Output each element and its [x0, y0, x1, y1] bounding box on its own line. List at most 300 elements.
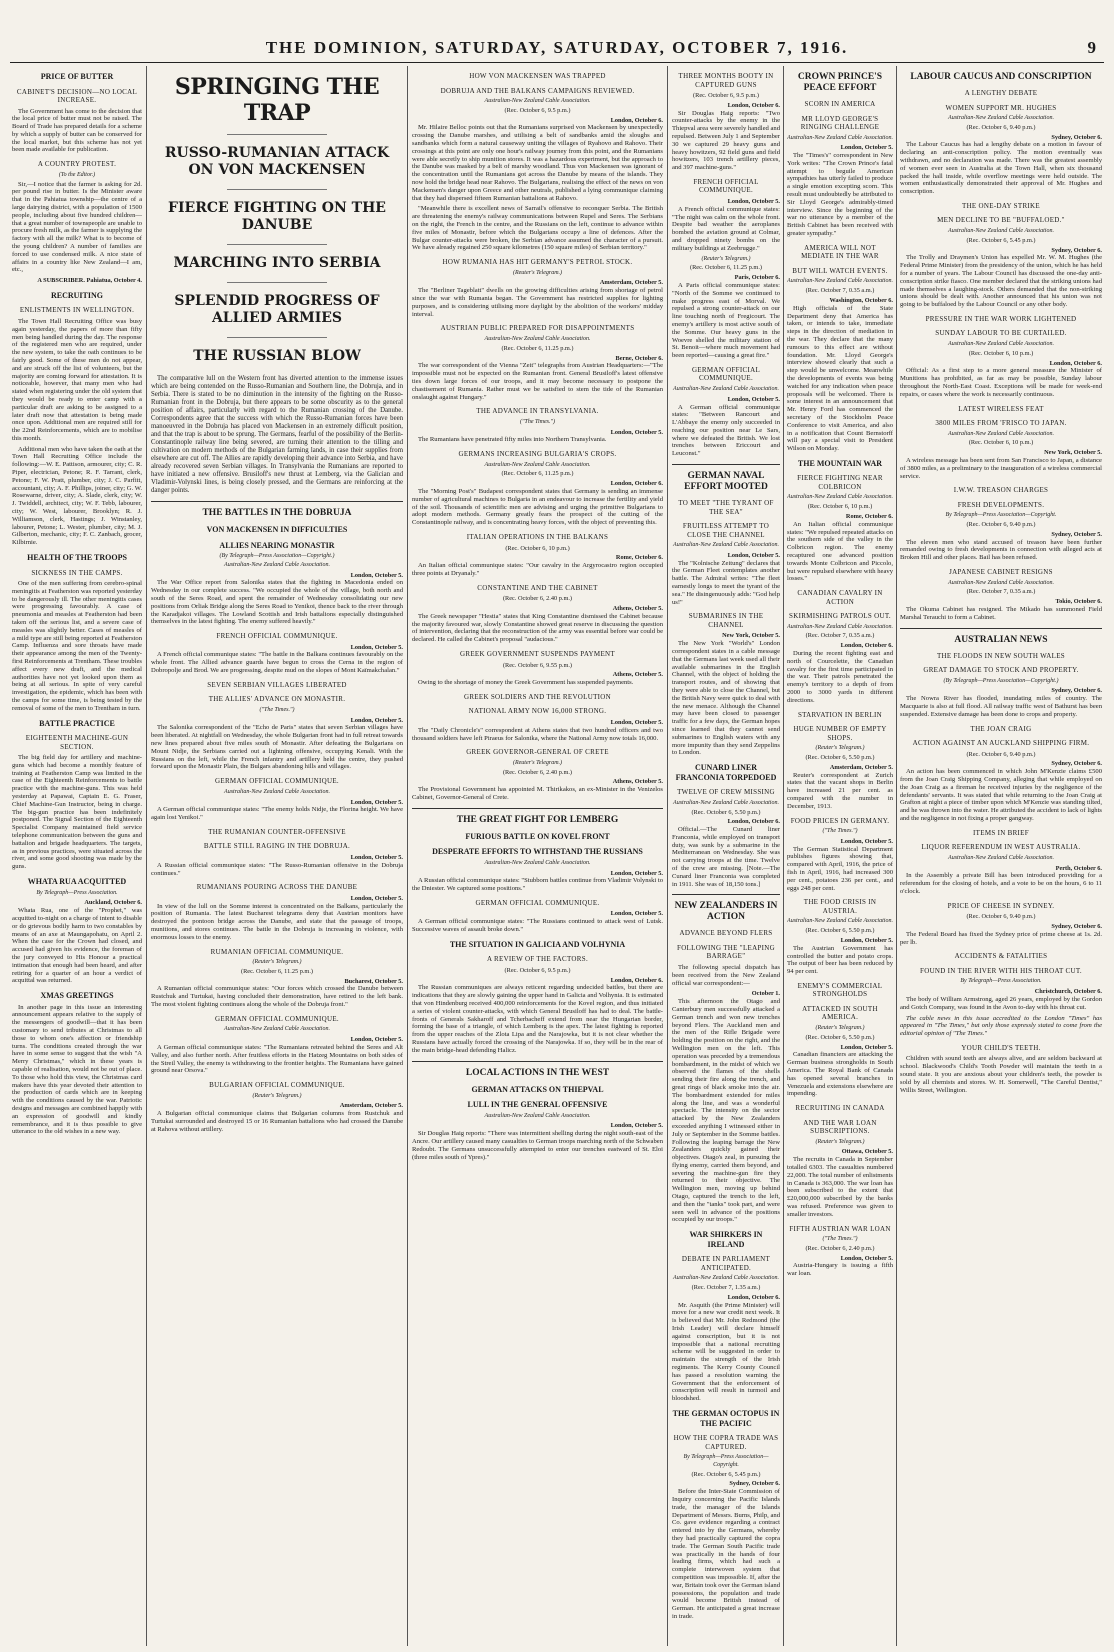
dateline: London, October 5. — [610, 1122, 663, 1130]
dateline: London, October 6. — [1049, 359, 1102, 367]
article-body: Mr. Asquith (the Prime Minister) will move for a new war credit next week. It is believed that Mr. John Redmond (the Irish Leader) will declare himself against conscription, but it is not impossible that a national recruiting scheme will be suggested in order to maintain the strength of the Irish regiments. The Kerry County Council has passed a resolution warning the Government that the enforcement of conscription will result in turmoil and bloodshed. — [672, 1301, 780, 1403]
dateline: Paris, October 6. — [734, 274, 780, 282]
subheadline: LIQUOR REFERENDUM IN WEST AUSTRALIA. — [921, 843, 1081, 852]
article-body: An Italian official communique states: "We repulsed repeated attacks on the southern side of the valley in the Colbricon region. The enemy recaptured one advanced position towards Monte Colbricon and Piccolo, but were repulsed elsewhere with heavy losses." — [787, 520, 893, 583]
headline: WHATA RUA ACQUITTED — [27, 877, 127, 887]
subheadline: VON MACKENSEN IN DIFFICULTIES — [206, 525, 348, 534]
headline: RECRUITING — [50, 290, 103, 300]
headline: GERMAN OFFICIAL COMMUNIQUE. — [475, 898, 600, 907]
article-body: One of the men suffering from cerebro-spinal meningitis at Featherston was reported yesterday to be dangerously ill. The other meningitis cases were progressing favourably. A case of pneumonia and measles at Featherston had been taken off the serious list, and a severe case of measles was slightly better. Cases of measles of a mild type are still being reported at Featherston Camp. Influenza and sore throats have made their appearance among the men of the Twenty-first Reinforcements at Trentham. These troubles affect every new draft, and the medical authorities have not yet looked upon them as being at all serious. In spite of very careful investigation, the epidemic, which has been with the camps for some time, is being tested by the removal of some of the men to Trentham in turn. — [12, 580, 142, 712]
received-time: (Rec. October 7, 1.35 a.m.) — [691, 1284, 761, 1292]
dateline: Perth, October 6. — [1055, 864, 1102, 872]
dateline: Sydney, October 5. — [1051, 530, 1102, 538]
article-body: The Trolly and Draymen's Union has expelled Mr. W. M. Hughes (the Federal Prime Minister) from the presidency of the union, which he has held for a number of years. The Labour Council has discussed the one-day anti-conscription strike fiasco. One member declared that the striking unions had made themselves a laughing-stock. Others demanded that the non-striking unions should be dealt with. Another announced that his union was not going to be buffaloed by the Labour Council or any other body. — [900, 254, 1102, 309]
dateline: London, October 5. — [350, 643, 403, 651]
dateline: Amsterdam, October 5. — [599, 279, 663, 287]
headline: PRICE OF BUTTER — [40, 72, 114, 81]
masthead-title: THE DOMINION, SATURDAY, SATURDAY, OCTOBER 7, 1916. — [265, 38, 849, 57]
dateline: Athens, October 5. — [612, 778, 663, 786]
subheadline: TWELVE OF CREW MISSING — [677, 788, 775, 797]
dateline: Athens, October 5. — [612, 605, 663, 613]
headline: THE ADVANCE IN TRANSYLVANIA. — [476, 407, 599, 416]
source-line: (Reuter's Telegram.) — [815, 1024, 865, 1031]
cable-association: Australian-New Zealand Cable Association. — [484, 98, 591, 104]
dateline: London, October 5. — [350, 571, 403, 579]
headline: ITALIAN OPERATIONS IN THE BALKANS — [466, 533, 609, 542]
lead-deck: MARCHING INTO SERBIA — [173, 255, 381, 271]
headline: PRICE OF CHEESE IN SYDNEY. — [947, 901, 1055, 910]
dateline: Sydney, October 6. — [1051, 246, 1102, 254]
article-body: A German official communique states: "The enemy holds Nidje, the Florina height. We have again lost Yenikoi." — [151, 806, 403, 822]
headline: THREE MONTHS BOOTY IN CAPTURED GUNS — [678, 72, 774, 89]
article-body: A Rumanian official communique states: "Our forces which crossed the Danube between Rustchuk and Turtukai, having concluded their demonstration, have retired to the left bank. The most violent fighting continues along the whole of the Dobruja front." — [151, 985, 403, 1009]
received-time: (Rec. October 6, 10 p.m.) — [807, 503, 873, 511]
headline: THE JOAN CRAIG — [970, 724, 1032, 733]
dateline: London, October 5. — [610, 869, 663, 877]
subheadline: A REVIEW OF THE FACTORS. — [487, 955, 588, 964]
dateline: Sydney, October 6. — [1051, 133, 1102, 141]
dateline: Bucharest, October 5. — [344, 977, 403, 985]
received-time: (Rec. October 7, 0.35 a.m.) — [805, 632, 875, 640]
headline: ACCIDENTS & FATALITIES — [954, 952, 1048, 961]
received-time: (Rec. October 6, 11.25 p.m.) — [690, 264, 762, 272]
received-time: (Rec. October 6, 9.5 p.m.) — [504, 966, 571, 974]
headline: GERMAN NAVAL EFFORT MOOTED — [684, 471, 768, 493]
received-time: (Rec. October 6, 5.50 p.m.) — [691, 808, 761, 816]
article-body: A Russian official communique states: "The Russo-Rumanian offensive in the Dobruja continues." — [151, 861, 403, 877]
article-body: A German official communique states: "The Russians continued to attack west of Lutsk. Successive waves of assault broke down." — [412, 918, 663, 934]
subheadline: MEN DECLINE TO BE "BUFFALOED." — [937, 216, 1065, 225]
subheadline: GREAT DAMAGE TO STOCK AND PROPERTY. — [923, 666, 1079, 675]
headline: RUMANIAN OFFICIAL COMMUNIQUE. — [210, 947, 344, 956]
cable-association: Australian-New Zealand Cable Association. — [484, 335, 591, 342]
cable-association: Australian-New Zealand Cable Association. — [224, 788, 330, 795]
received-time: (Rec. October 6, 2.40 p.m.) — [502, 768, 573, 776]
subheadline: HOW THE COPRA TRADE WAS CAPTURED. — [673, 1434, 779, 1451]
headline: FIFTH AUSTRIAN WAR LOAN — [789, 1224, 891, 1233]
headline: XMAS GREETINGS — [40, 991, 114, 1001]
headline: THE RUMANIAN COUNTER-OFFENSIVE — [208, 827, 346, 836]
source-line: ("The Times.") — [822, 828, 858, 834]
column-4 — [672, 66, 780, 1646]
subheadline: SKIRMISHING PATROLS OUT. — [789, 612, 891, 621]
subheadline: TO MEET "THE TYRANT OF THE SEA" — [678, 499, 774, 516]
received-time: (Rec. October 6, 9.40 p.m.) — [966, 750, 1036, 758]
received-time: (Rec. October 6, 5.45 p.m.) — [966, 236, 1036, 244]
headline: BULGARIAN OFFICIAL COMMUNIQUE. — [209, 1081, 345, 1090]
article-body: Sir Douglas Haig reports: "There was intermittent shelling during the night south-east of the Ancre. Our artillery caused many casualties to German troops marching north of the Schwaben Redoubt. The Germans unsuccessfully attempted to enter our trenches eastward of St. Eloi (three miles south of Ypres)." — [412, 1130, 663, 1161]
article-body: The Okuma Cabinet has resigned. The Mikado has summoned Field Marshal Terauchi to form a Cabinet. — [900, 605, 1102, 621]
headline: A COUNTRY PROTEST. — [37, 160, 117, 169]
subheadline: AND THE WAR LOAN SUBSCRIPTIONS. — [803, 1118, 877, 1136]
lead-deck: SPLENDID PROGRESS OF ALLIED ARMIES — [174, 293, 380, 326]
column-divider — [407, 66, 408, 1646]
headline: WAR SHIRKERS IN IRELAND — [689, 1230, 763, 1249]
headline: ITEMS IN BRIEF — [973, 828, 1029, 837]
masthead-rule — [10, 62, 1104, 63]
cable-association: Australian-New Zealand Cable Association. — [224, 1026, 330, 1033]
dateline: London, October 5. — [727, 395, 780, 403]
subheadline: DESPERATE EFFORTS TO WITHSTAND THE RUSSIANS — [432, 847, 643, 857]
article-body: The Nowra River has flooded, inundating miles of country. The Macquarie is also at full flood. All railway traffic west of Bathurst has been suspended. Extensive damage has been done to crops and property. — [900, 695, 1102, 718]
article-body: Children with sound teeth are always alive, and are seldom backward at school. Blackwood's Child's Tooth Powder will maintain the teeth in a sound state. It you are anxious about your children's teeth, the powder is sold by all chemists and stores. W. H. Somerwell, "The Careful Dentist," Willis Street, Wellington. — [900, 1055, 1102, 1094]
column-divider — [146, 66, 147, 1646]
dateline: London, October 6. — [610, 976, 663, 984]
dateline: Sydney, October 6. — [1051, 687, 1102, 695]
source-line: (Reuter's Telegram.) — [512, 759, 563, 766]
headline: SUBMARINES IN THE CHANNEL — [688, 612, 764, 629]
page-number: 9 — [1087, 38, 1098, 57]
dateline: Amsterdam, October 5. — [339, 1102, 403, 1110]
article-body: A German official communique states: "Between Rancourt and L'Abbaye the enemy only succeeded in reaching our position near Le Sars, where we defeated the British. We lost trenches between Ericcourt and Leuconst." — [672, 403, 780, 458]
headline: GERMAN OFFICIAL COMMUNIQUE. — [691, 365, 761, 383]
subheadline: NATIONAL ARMY NOW 16,000 STRONG. — [468, 707, 607, 716]
received-time: (Rec. October 6, 2.40 p.m.) — [502, 595, 573, 603]
article-body: Canadian financiers are attacking the German business strongholds in South America. The Royal Bank of Canada has opened several branches in Venezuela and extensions elsewhere are impending. — [787, 1051, 893, 1098]
received-time: (Rec. October 6, 9.40 p.m.) — [966, 123, 1036, 131]
subheadline: SICKNESS IN THE CAMPS. — [31, 568, 123, 577]
article-body: The "Morning Post's" Budapest correspondent states that Germany is sending an immense number of agricultural machines to Bulgaria in an endeavour to increase the fertility and yield of the soil. Thousands of scientific men are advising and urging the primitive Bulgarians to adopt modern methods. Germany greatly fears the prospect of the cutting of the Constantinople railway, and is concentrating heavy forces, with the object of preventing this. — [412, 488, 663, 527]
dateline: London, October 5. — [610, 718, 663, 726]
source-line: By Telegraph—Press Association—Copyright. — [945, 512, 1057, 519]
source-line: (Reuter's Telegram.) — [815, 745, 865, 752]
dateline: London, October 6. — [610, 116, 663, 124]
dateline: Auckland, October 6. — [84, 899, 142, 907]
article-body: Sir Douglas Haig reports: "Two counter-attacks by the enemy in the Thiepval area were severely handled and repulsed. Between July 1 and September 30 we captured 29 heavy guns and heavy howitzers, 92 field guns and field howitzers, 103 trench artillery pieces, and 397 machine-guns." — [672, 109, 780, 172]
article-body: The recruits in Canada in September totalled 6303. The casualties numbered 22,000. The total number of enlistments in Canada is 363,000. The war loan has been subscribed to the extent that £20,000,000 subscribed by the banks was refused. Preference was given to smaller investors. — [787, 1156, 893, 1218]
dateline: Sydney, October 6. — [1051, 760, 1102, 768]
subheadline: BATTLE STILL RAGING IN THE DOBRUJA. — [203, 842, 351, 851]
subheadline: THE ALLIES' ADVANCE ON MONASTIR. — [208, 695, 346, 704]
headline: AUSTRALIAN NEWS — [954, 634, 1048, 645]
subheadline: FRUITLESS ATTEMPT TO CLOSE THE CHANNEL — [682, 522, 770, 539]
received-time: (Rec. October 6, 11.25 p.m.) — [241, 967, 313, 975]
dateline: Ottawa, October 5. — [841, 1148, 893, 1156]
cable-association: Australian-New Zealand Cable Association. — [948, 227, 1054, 234]
subheadline: CABINET'S DECISION—NO LOCAL INCREASE. — [16, 87, 138, 104]
article-body: A Bulgarian official communique claims that Bulgarian columns from Rustchuk and Turtukai surrounded and destroyed 15 or 16 Rumanian battalions who had crossed the Danube at Rahova without artillery. — [151, 1110, 403, 1133]
dateline: London, October 5. — [350, 798, 403, 806]
dateline: London, October 6. — [610, 480, 663, 488]
subheadline: WOMEN SUPPORT MR. HUGHES — [945, 103, 1057, 112]
headline: THE SITUATION IN GALICIA AND VOLHYNIA — [449, 939, 626, 949]
source-line: (Reuter's Telegram.) — [701, 255, 751, 262]
headline: THE FOOD CRISIS IN AUSTRIA. — [803, 898, 877, 915]
article-body: The Greek newspaper "Hestia" states that King Constantine dismissed the Cabinet because the majority favoured war, slowly Constantine showed great reserve in discussing the question of intervention, declaring that the reconstruction of the army was essential before war could be declared. He called the Cabinet's proposal "audacious." — [412, 612, 663, 644]
article-body: The Labour Caucus has had a lengthy debate on a motion in favour of declaring an anti-conscription policy. The motion eventually was withdrawn, and no declaration was made. There was the greatest assembly of women ever seen in Australia at the Town Hall, when six thousand packed the hall inside, while overflow meetings were held outside. The women enthusiastically demonstrated their approval of Mr. Hughes and conscription. — [900, 141, 1102, 196]
cable-association: Australian-New Zealand Cable Association. — [948, 854, 1054, 861]
cable-association: Australian-New Zealand Cable Association. — [484, 1112, 591, 1119]
article-body: The New York "World's" London correspondent states in a cable message that the Germans last week used all their available submarines in the English Channel, with the object of holding the transport routes, and of showing that they were able to close the Channel, but the British Navy were quick to deal with the new menace. Although the Channel may have been closed to passenger traffic for a few days, the German hopes since learned that they cannot send submarines to English waters with any more impunity than they send Zeppelins to London. — [672, 640, 780, 757]
dateline: New York, October 5. — [1044, 449, 1102, 457]
article-body: Owing to the shortage of money the Greek Government has suspended payments. — [418, 679, 634, 687]
subheadline: FOUND IN THE RIVER WITH HIS THROAT CUT. — [920, 966, 1082, 975]
dateline: London, October 6. — [727, 101, 780, 109]
subheadline: MR LLOYD GEORGE'S RINGING CHALLENGE — [800, 114, 880, 131]
article-body: In another page in this issue an interesting announcement appears relative to the supply of the messengers of goodwill—that it has been customary to send tributes at Christmas to all those to whom one's affection or friendship turns. The conditions created through the war have in some sense to suggest that the wish "A Merry Christmas," which in these years is capable of realisation, would not be out of place. To those who hold this view, the Christmas card makers have this year devoted their attention to the production of cards which are in keeping with the conditions caused by the war. Patriotic designs and messages are combined happily with an expression of goodwill and kindly remembrance, and it is thus possible to give utterance to the old wishes in a new way. — [12, 1003, 142, 1136]
headline: HOW RUMANIA HAS HIT GERMANY'S PETROL STOCK. — [442, 258, 633, 267]
column-divider — [783, 66, 784, 1646]
headline: JAPANESE CABINET RESIGNS — [949, 568, 1053, 577]
subheadline: SUNDAY LABOUR TO BE CURTAILED. — [935, 329, 1067, 338]
article-body: The war correspondent of the Vienna "Zeit" telegraphs from Austrian Headquarters:—"The impossible must not be expected on the Rumanian front. General Brusiloff's latest offensive ties down large forces of our troops, and it may become necessary to postpone the chastisement of Rumania. Rather must we be satisfied to stem the tide of the Rumanian onslaught against Hungary." — [412, 362, 663, 401]
dateline: Athens, October 5. — [612, 671, 663, 679]
received-time: (Rec. October 6, 2.40 p.m.) — [805, 1244, 875, 1252]
headline: LOCAL ACTIONS IN THE WEST — [465, 1067, 610, 1078]
headline: ENEMY'S COMMERCIAL STRONGHOLDS — [797, 981, 883, 999]
article-body: The "Berliner Tageblatt" dwells on the growing difficulties arising from shortage of petrol since the war with Rumania began. The Government has restricted supplies for lighting purposes, and is considering utilising more daylight by the abolition of the workers' midday interval. — [412, 287, 663, 318]
headline: AUSTRIAN PUBLIC PREPARED FOR DISAPPOINTMENTS — [440, 324, 635, 333]
headline: THE MOUNTAIN WAR — [797, 458, 883, 468]
article-body: The eleven men who stand accused of treason have been further remanded owing to fresh developments in connection with alleged acts at Broken Hill and other places. Bail has been refused. — [900, 538, 1102, 562]
article-body: The body of William Armstrong, aged 26 years, employed by the Gordon and Gotch Company, was found in the Avon to-day with his throat cut. — [900, 995, 1102, 1011]
subheadline: ENLISTMENTS IN WELLINGTON. — [19, 306, 135, 315]
dateline: London, October 5. — [840, 936, 893, 944]
dateline: London, October 6. — [727, 1293, 780, 1301]
received-time: (Rec. October 7, 0.35 a.m.) — [805, 287, 875, 295]
received-time: (Rec. October 6, 5.50 p.m.) — [805, 753, 875, 761]
headline: GREEK SOLDIERS AND THE REVOLUTION — [463, 692, 612, 701]
dateline: Sydney, October 6. — [1051, 923, 1102, 930]
headline: STARVATION IN BERLIN — [797, 710, 883, 719]
column-6 — [900, 66, 1102, 1646]
article-body: Reuter's correspondent at Zurich states that the vacant shops in Berlin have increased 21 per cent. as compared with the number in December, 1913. — [787, 771, 893, 810]
article-body: The "Kolnische Zeitung" declares that the German Fleet contemplates another battle. The Admiral writes: "The fleet earnestly longs to meet the tyrant of the sea." He disingenuously adds: "God help us!" — [672, 559, 780, 606]
source-line: (By Telegraph—Press Association—Copyright.) — [219, 553, 335, 559]
cable-association: Australian-New Zealand Cable Association. — [787, 918, 893, 925]
lead-body: The comparative lull on the Western front has diverted attention to the immense issues which are being contended on the Russo-Rumanian and Southern line, the Dobruja, and in Serbia. There is stated to be no diminution in the intensity of the fighting on the Russo-Rumanian front in the Dobruja, but there appears to be some obscurity as to the general position of affairs, particularly with regard to the Rumanian crossing of the Danube. Correspondents agree that the success with which the Russo-Rumanian forces have been manoeuvred in the Dobruja has placed von Mackensen in an extremely difficult position, and that the trap is about to be sprung. The Germans, fearful of the possibility of the Berlin-Constantinople railway line being severed, are turning their attention to the tilling and cultivation on modern methods of the Bulgarian farming lands, in case their supplies from elsewhere are cut off. The Allies are rapidly developing their advance into Serbia, and have already recovered seven Serbian villages. In Transylvania the Rumanians are reported to have initiated a new offensive. Brusiloff's new thrust at Lemberg, via the Galician and Vladimir-Volynski lines, is being closely pressed, and the Germans are reinforcing at the danger points. — [151, 375, 403, 494]
headline: THE BATTLES IN THE DOBRUJA — [202, 508, 352, 518]
received-time: (Rec. October 6, 5.50 p.m.) — [805, 1033, 875, 1041]
dateline: London, October 5. — [840, 837, 893, 845]
dateline: Rome, October 6. — [845, 512, 893, 520]
article-body: A German official communique states: "The Rumanians retreated behind the Seres and Alt Valley, and also further north. After fruitless efforts in the Hatzeg Mountains on both sides of the Streil Valley, the enemy is withdrawing to the frontier heights. The Rumanians have gained ground near Orsova." — [151, 1043, 403, 1075]
cable-association: Australian-New Zealand Cable Association. — [787, 494, 893, 501]
cable-association: Australian-New Zealand Cable Association. — [484, 461, 591, 468]
dateline: London, October 5. — [727, 197, 780, 205]
article-body: The Salonika correspondent of the "Echo de Paris" states that seven Serbian villages have been liberated. At nightfall on Wednesday, the whole Bulgarian front had in full retreat towards new lines prepared about five miles south of Monastir. After defeating the Bulgarians on Mount Nidje, the Serbians carried out a lightning offensive, occupying Kenali. With the Russians on the left, while the French infantry and artillery held the centre, they pushed forward upon the Monastir Plain, the Bulgars abandoning hills and villages. — [151, 724, 403, 771]
headline: LABOUR CAUCUS AND CONSCRIPTION — [910, 72, 1092, 82]
article-body: An Italian official communique states: "Our cavalry in the Argyrocastro region occupied three points at Dryanaly." — [412, 562, 663, 577]
subheadline: ACTION AGAINST AN AUCKLAND SHIPPING FIRM. — [912, 739, 1090, 748]
source-line: ("The Times.") — [259, 706, 295, 713]
cable-association: Australian-New Zealand Cable Association. — [787, 278, 893, 285]
byline: (To the Editor.) — [58, 171, 96, 178]
received-time: (Rec. October 6, 11.25 p.m.) — [501, 470, 574, 478]
article-body: Austria-Hungary is issuing a fifth war loan. — [787, 1262, 893, 1278]
subheadline: 3800 MILES FROM 'FRISCO TO JAPAN. — [935, 419, 1067, 428]
cable-association: Australian-New Zealand Cable Association. — [673, 542, 779, 549]
dateline: London, October 5. — [840, 1043, 893, 1051]
column-1 — [12, 66, 142, 1646]
subheadline: FIERCE FIGHTING NEAR COLBRICON — [797, 474, 883, 491]
article-body: A French official communique states: "The night was calm on the whole front. Despite bad weather the aeroplanes bombed the aviation ground at Colmar, and dropped ninety bombs on the military buildings at Zeebrugge." — [672, 205, 780, 252]
dateline: Amsterdam, October 5. — [829, 763, 893, 771]
dateline: London, October 5. — [350, 1036, 403, 1044]
headline: HEALTH OF THE TROOPS — [27, 553, 127, 563]
article-body: High officials of the State Department deny that America has taken, or intends to take, immediate steps in the direction of mediation in the war. They declare that the many rumours to this effect are without foundation. Mr. Lloyd George's interview showed clearly that such a step would be unwelcome. Meanwhile the developments of events was being watched for any indication when peace proposals will be welcomed. There is some interest in an announcement that Mr. Henry Ford has commenced the secretary of the Stockholm Peace Conference to visit America, and also in a notification that Count Bernstorff will pay a special visit to President Wilson on Monday. — [787, 304, 893, 453]
article-body: The "Daily Chronicle's" correspondent at Athens states that two hundred officers and two thousand soldiers have left Piraeus for Salonika, where the National Army now totals 16,000. — [412, 726, 663, 742]
article-body: A Russian official communique states: "Stubborn battles continue from Vladimir Volynski to the Dniester. We captured some positions." — [412, 877, 663, 893]
lead-deck: FIERCE FIGHTING ON THE DANUBE — [168, 200, 386, 233]
lead-headline: SPRINGING THE TRAP — [174, 74, 380, 126]
cable-association: Australian-New Zealand Cable Association. — [948, 579, 1054, 586]
article-body: The Federal Board has fixed the Sydney price of prime cheese at 1s. 2d. per lb. — [900, 930, 1102, 946]
cable-association: Australian-New Zealand Cable Association. — [673, 385, 779, 392]
column-divider — [896, 66, 897, 1646]
received-time: (Rec. October 6, 5.45 p.m.) — [691, 1470, 761, 1478]
dateline: October 1. — [751, 990, 780, 998]
article-body: The War Office report from Salonika states that the fighting in Macedonia ended on Wednesday in our complete success. "We occupied the whole of the village, both north and south of the Seres Road, and spent the remainder of Wednesday consolidating our new positions from Orliak Bridge along the Seres Road to Yenikoi, thence back to the river through the Karadjakoi villages. The Lowland Scottish and Irish battalions especially distinguished themselves in the latest fighting. The enemy suffered heavily." — [151, 579, 403, 626]
cable-association: Australian-New Zealand Cable Association. — [484, 859, 591, 866]
received-time: (Rec. October 6, 9.5 p.m.) — [693, 92, 759, 99]
headline: CUNARD LINER FRANCONIA TORPEDOED — [675, 763, 777, 782]
article-body: The Austrian Government has controlled the butter and potato crops. The output of beer has been reduced by 94 per cent. — [787, 944, 893, 976]
subheadline: DEBATE IN PARLIAMENT ANTICIPATED. — [681, 1255, 771, 1272]
received-time: (Rec. October 6, 9.40 p.m.) — [966, 521, 1036, 529]
headline: CROWN PRINCE'S PEACE EFFORT — [797, 72, 883, 93]
article-body: The "Times's" correspondent in New York writes: "The Crown Prince's fatal attempt to beguile American sympathies has utterly failed to produce a single emotion excepting scorn. This result must undoubtedly be attributed to Sir Lloyd George's admirably-timed interview. Since the beginning of the war no utterance by a member of the British Cabinet has been received with greater sympathy." — [787, 152, 893, 238]
article-body: Official.—The Cunard liner Franconia, while employed on transport duty, was sunk by a submarine in the Mediterranean on Wednesday. She was not carrying troops at the time. Twelve of the crew are missing. [Note.—The Cunard liner Franconia was completed in 1911. She was of 18,150 tons.] — [672, 826, 780, 888]
headline: BATTLE PRACTICE — [39, 718, 115, 728]
dateline: London, October 5. — [727, 551, 780, 559]
column-5 — [787, 66, 893, 1646]
article-body: The following special dispatch has been received from the New Zealand official war correspondent:— — [672, 963, 780, 987]
source-line: (Reuter's Telegram.) — [815, 1138, 865, 1145]
article-body: Whata Rua, one of the "Prophet," was acquitted to-night on a charge of intent to disable or do grievous bodily harm to two constables by means of an axe at Maungapohatu, on April 2. When the case for the Crown had closed, and accused had given his evidence, the foreman of the jury conveyed to His Honour a practical intimation that enough had been heard, and after retiring for a quarter of an hour a verdict of acquittal was returned. — [12, 907, 142, 985]
headline: CANADIAN CAVALRY IN ACTION — [797, 589, 883, 606]
article-body: A French official communique states: "The battle in the Balkans continues favourably on the whole front. The Allied advance guards have begun to cross the Cerna in the region of Dobropolje and Brod. We are progressing, despite mud on the slopes of Mont Kaïmakchalan." — [151, 651, 403, 675]
subheadline: THE FLOODS IN NEW SOUTH WALES — [936, 651, 1066, 660]
dateline: London, October 5. — [350, 894, 403, 902]
subheadline: FURIOUS BATTLE ON KOVEL FRONT — [465, 831, 610, 841]
source-line: By Telegraph—Press Association. — [960, 978, 1042, 985]
subheadline: EIGHTEENTH MACHINE-GUN SECTION. — [25, 734, 129, 751]
source-line: ("The Times.") — [519, 418, 556, 425]
subheadline: HUGE NUMBER OF EMPTY SHOPS. — [793, 725, 887, 742]
headline: SEVEN SERBIAN VILLAGES LIBERATED — [207, 680, 347, 689]
article-body: Before the Inter-State Commission of Inquiry concerning the Pacific Islands trade, the manager of the Islands Department of Messrs. Burns, Philp, and Co. gave evidence regarding a contract entered into by the Germans, whereby they had practically captured the copra trade. The German South Pacific trade was practically in the hands of four leading firms, which had such a complete interwoven system that competition was impossible. If, after the war, Britain took over the German island possessions, the population and trade would become British instead of German. He anticipated a great increase in trade. — [672, 1488, 780, 1620]
dateline: New York, October 5. — [722, 632, 780, 640]
cable-association: Australian-New Zealand Cable Association. — [948, 340, 1054, 347]
cable-association: Australian-New Zealand Cable Association. — [673, 799, 779, 806]
signature: A SUBSCRIBER. Pahiatua, October 4. — [37, 277, 142, 285]
source-line: ("The Times.") — [822, 1236, 858, 1243]
article-body: Official: As a first step to a more general measure the Minister of Munitions has prohibited, as far as may be possible, Sunday labour throughout the North-East Coast. Exceptions will be made for week-end repairs, or cases where the work is necessarily continuous. — [900, 367, 1102, 398]
article-body: Additional men who have taken the oath at the Town Hall Recruiting Office include the following:—W. E. Pattison, armourer, city; C. R. Piper, electrician, Petone; R. F. Tarrant, clerk, Petone; F. W. Pratt, plumber, city; J. C. Parfitt, accountant, city; A. F. Phillips, joiner, city; G. W. Rosewarne, driver, city; A. Slade, clerk, city; W. J. Twiddell, architect, city; W. F. Tebb, labourer, city; W. West, labourer, Brooklyn; R. J. Williamson, clerk, Hastings; J. Winstanley, labourer, Petone; L. Wester, plumber, city; M. J. Gilberton, mechanic, city; F. C. Zanbach, grocer, Kilbirnie. — [12, 445, 142, 547]
article-body: The big field day for artillery and machine-guns which had become a monthly feature of training at Featherston Camp was limited in the case of the Eighteenth Reinforcements to battle practice with the machine-guns. This was held yesterday at Papawai, Captain E. G. Fraser, Chief Machine-Gun Instructor, being in charge. The big-gun practice has been indefinitely postponed. The Signal Section of the Eighteenth Specialist Company maintained field service telephone communication between the guns and battalion and brigade headquarters. The targets, as in previous practices, were situated across the river, and some good shooting was made by the guns. — [12, 754, 142, 871]
headline: RECRUITING IN CANADA — [795, 1104, 885, 1113]
article-body: During the recent fighting east and north of Courcelette, the Canadian cavalry for the first time participated in the war. Their patrols penetrated the enemy's territory to a depth of from 2000 to 3000 yards in different directions. — [787, 650, 893, 704]
headline: AMERICA WILL NOT MEDIATE IN THE WAR — [801, 243, 879, 261]
received-time: (Rec. October 6, 9.40 p.m.) — [966, 913, 1036, 921]
article-body: The Russian communiques are always reticent regarding undecided battles, but there are indications that they are slowly gaining the upper hand in Galicia and Volhynia. It is estimated that von Hindenburg received 400,000 reinforcements for the Kovel region, and thus initiated a series of violent counter-attacks, with which General Brusiloff has had to deal. The battle-fronts of Generals Sakharoff and Tcherbacheff extend from near the Hungarian border, forming the base of a triangle, of which Lemberg is the apex. The latest fighting is reported from the upper reaches of the Zlota Lipa and the Narajowka, but it is not clear whether the Russians have actually forced the crossing of the Narajowka. If so, they will be in the rear of the main bridge-head defending Halicz. — [412, 984, 663, 1054]
headline: CONSTANTINE AND THE CABINET — [477, 583, 598, 592]
source-line: By Telegraph—Press Association—Copyright. — [683, 1454, 769, 1468]
dateline: Tokio, October 6. — [1055, 598, 1102, 606]
dateline: Berne, October 6. — [615, 354, 663, 362]
subheadline: ALLIES NEARING MONASTIR — [219, 540, 335, 550]
headline: FRENCH OFFICIAL COMMUNIQUE. — [216, 632, 338, 641]
dateline: London, October 6. — [840, 642, 893, 650]
headline: THE GREAT FIGHT FOR LEMBERG — [456, 814, 619, 825]
source-line: (Reuter's Telegram.) — [252, 959, 302, 966]
source-line: (Reuter's Telegram.) — [252, 1092, 302, 1099]
headline: NEW ZEALANDERS IN ACTION — [674, 901, 778, 923]
source-line: (Reuter's Telegram.) — [512, 269, 563, 276]
headline: THE GERMAN OCTOPUS IN THE PACIFIC — [672, 1409, 780, 1428]
editorial-note: The cable news in this issue accredited to the London "Times" has appeared in "The Times," but only those expressly stated to come from the editorial opinion of "The Times." — [900, 1014, 1102, 1038]
headline: THE ONE-DAY STRIKE — [962, 201, 1040, 210]
headline: LATEST WIRELESS FEAT — [958, 404, 1044, 413]
headline: HOW VON MACKENSEN WAS TRAPPED — [469, 72, 606, 80]
article-body: The Rumanians have penetrated fifty miles into Northern Transylvania. — [418, 436, 607, 444]
received-time: (Rec. October 6, 10 p.m.) — [505, 544, 570, 552]
headline: GERMAN OFFICIAL COMMUNIQUE. — [215, 777, 339, 786]
cable-association: Australian-New Zealand Cable Association. — [787, 134, 893, 141]
cable-association: Australian-New Zealand Cable Association. — [224, 561, 330, 568]
subheadline: FRESH DEVELOPMENTS. — [957, 500, 1045, 509]
received-time: (Rec. October 7, 0.35 a.m.) — [966, 588, 1036, 596]
dateline: Rome, October 6. — [615, 554, 663, 562]
dateline: London, October 6. — [727, 818, 780, 826]
received-time: (Rec. October 6, 11.25 p.m.) — [501, 344, 574, 352]
lead-deck: RUSSO-RUMANIAN ATTACK ON VON MACKENSEN — [164, 145, 390, 178]
source-line: (By Telegraph—Press Association—Copyright.) — [943, 677, 1059, 684]
dateline: London, October 5. — [610, 428, 663, 436]
source-line: By Telegraph—Press Association. — [36, 889, 118, 896]
subheadline: FOLLOWING THE "LEAPING BARRAGE" — [677, 943, 775, 961]
dateline: London, October 5. — [840, 1254, 893, 1262]
column-2 — [151, 66, 403, 1646]
cable-association: Australian-New Zealand Cable Association. — [948, 115, 1054, 121]
cable-association: Australian-New Zealand Cable Association. — [787, 623, 893, 630]
dateline: London, October 5. — [840, 144, 893, 152]
headline: GERMAN OFFICIAL COMMUNIQUE. — [215, 1014, 339, 1023]
subheadline: GERMAN ATTACKS ON THIEPVAL — [471, 1084, 604, 1094]
headline: FOOD PRICES IN GERMANY. — [790, 816, 890, 825]
received-time: (Rec. October 6, 10 p.m.) — [968, 439, 1034, 447]
subheadline: DOBRUJA AND THE BALKANS CAMPAIGNS REVIEWED. — [440, 86, 635, 95]
subheadline: SCORN IN AMERICA — [804, 100, 876, 108]
article-body: A wireless message has been sent from San Francisco to Japan, a distance of 3800 miles, as a preliminary to the inauguration of a wireless commercial service. — [900, 456, 1102, 480]
dateline: Christchurch, October 6. — [1034, 988, 1102, 996]
article-body: Sir,—I notice that the farmer is asking for 2d. per pound rise in butter. Is the Minister aware that in the Pahiatua township—the centre of a large dairying district, with a population of 1500 people, including about five hundred children—that a great number of townspeople are unable to procure fresh milk, as the farmer is supplying the factory with all the milk? What is to become of the young children? A number of families are forced to use condensed milk. A nice state of affairs in a country like New Zealand—I am, etc., — [12, 180, 142, 274]
headline: GREEK GOVERNOR-GENERAL OF CRETE — [466, 748, 609, 757]
article-body: An action has been commenced in which John M'Kenzie claims £500 from the Joan Craig Shipping Company, alleging that while employed on the Joan Craig as a fireman he received injuries by the negligence of the defendants' servants. It was stated that while returning to the Joan Craig at Grafton at night a piece of timber upon which M'Kenzie was standing tilted, and he was thrown into the water. He attributed the accident to lack of lights and the negligence in not fixing a proper gangway. — [900, 768, 1102, 822]
headline: GERMANS INCREASING BULGARIA'S CROPS. — [458, 450, 617, 459]
headline: I.W.W. TREASON CHARGES — [953, 486, 1049, 495]
headline: YOUR CHILD'S TEETH. — [961, 1043, 1041, 1052]
dateline: London, October 5. — [610, 910, 663, 918]
article-body: This afternoon the Otago and Canterbury men successfully attacked a German trench and won new trenches beyond Flers. The Auckland men and the men of the Rifle Brigade were holding the position on the right, and the Wellington men on the left. This operation was preceded by a tremendous bombardment, in the midst of which we observed the flames of the shells sending their fire along the trench, and great rings of black smoke into the air. The bombardment extended for miles along the line, and was a wonderful spectacle. The intensity on the sector attacked by the New Zealanders exceeded anything I witnessed either in July or September in the Somme battles. Following the leaping barrage the New Zealanders quickly gained their objectives. Otago's zeal, in pursuing the flying enemy, carried them beyond, and severing the machine-gun fire they returned to their objective. The Wellington men, moving up behind Otago, captured the trench to the left, and then the "tanks" took part, and were seen well in advance of the positions occupied by our troops." — [672, 998, 780, 1224]
received-time: (Rec. October 6, 9.55 p.m.) — [502, 661, 573, 669]
received-time: (Rec. October 6, 10 p.m.) — [968, 349, 1034, 357]
column-divider — [667, 66, 668, 1646]
lead-deck: THE RUSSIAN BLOW — [193, 348, 361, 364]
headline: FRENCH OFFICIAL COMMUNIQUE. — [693, 177, 759, 195]
article-body: In view of the lull on the Somme interest is concentrated on the Balkans, particularly the position of Rumania. The latest Bucharest telegrams deny that Austrian monitors have destroyed the pontoon bridge across the Danube, and state that the passage of troops, munitions, and stores continues. The battle in the Dobruja is increasing in violence, with enormous losses to the enemy. — [151, 902, 403, 941]
dateline: London, October 5. — [350, 716, 403, 724]
subheadline: ATTACKED IN SOUTH AMERICA. — [802, 1004, 878, 1022]
dateline: London, October 5. — [350, 853, 403, 861]
masthead — [10, 38, 1104, 62]
subheadline: A LENGTHY DEBATE — [964, 89, 1038, 97]
cable-association: Australian-New Zealand Cable Association. — [673, 1275, 779, 1282]
headline: RUMANIANS POURING ACROSS THE DANUBE — [196, 883, 358, 892]
article-body: Mr. Hilaire Belloc points out that the Rumanians surprised von Mackensen by unexpectedly crossing the Danube marshes, and utilising a belt of sandbanks amid the sloughs and sandbanks which form a natural causeway uniting the villages of Ryahovo and Rahovo. Their crossings at this point are only one hour's railway journey from this point, and the Rumanians were able secretly to ship munition stores. It was a hazardous experiment, but the approach to the Danube was masked by a belt of marshy woodland. Thus von Mackensen was ignorant of the concentration until the Rumanians got across the Danube by means of the islands. They now hold the bridge head near Rahovo. The Bulgarians, realising the effect of the news on von Mackensen's danger upon Greece and other neutrals, published a lying communique claiming that they had dispersed fifteen Rumanian battalions at Rahovo. — [412, 124, 663, 202]
article-body: A Paris official communique states: "North of the Somme we continued to make progress east of Morval. We repulsed a strong counter-attack on our line touching north of Fregicourt. The enemy's artillery is most active south of the Somme. Our heavy guns in the Woevre shelled the military station of St. Benoit—where much movement had been reported—causing a great fire." — [672, 281, 780, 360]
